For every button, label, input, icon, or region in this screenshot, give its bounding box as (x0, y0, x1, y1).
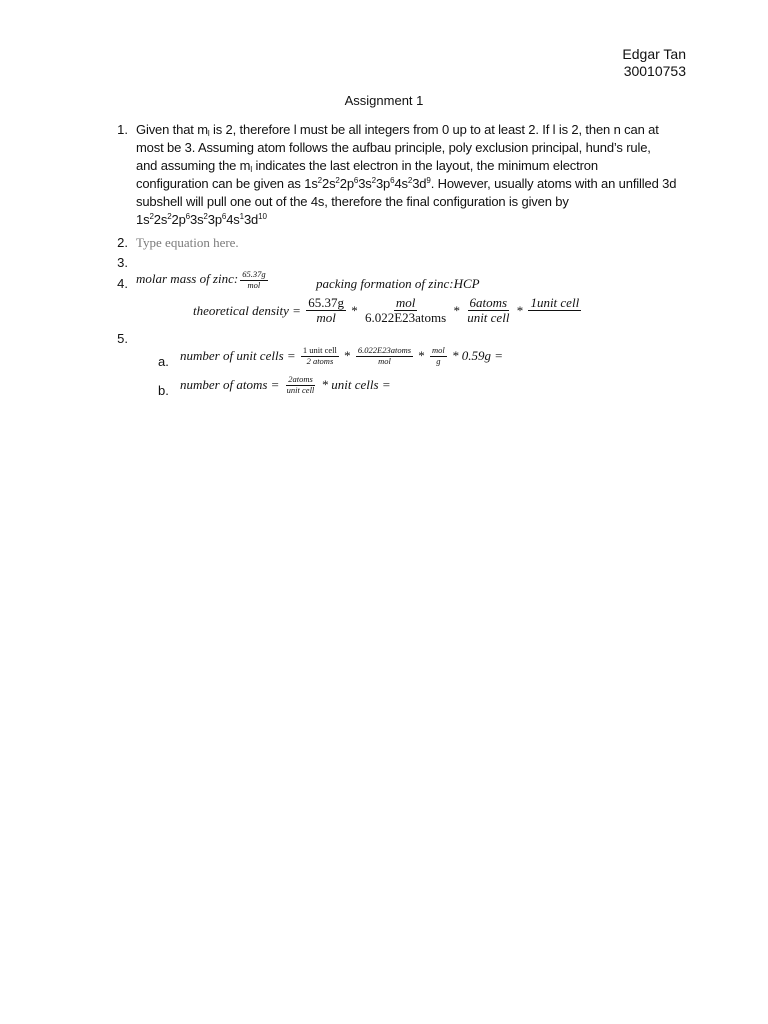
atoms-equation: number of atoms = $\frac{\text{2atoms}}{\text{unit cell}}$ * unit cells = (180, 374, 391, 395)
density-fraction-3: $\frac{\text{6atoms}}{\text{unit cell}}$ (467, 295, 510, 326)
question-1-text: Given that $m_l$ is 2, therefore l must be all integers from 0 up to at least 2. If l is 2, then n can at most be 3. Assuming atom follows the aufbau principle, poly exclusion principal, hund’s rule, and assuming the $m_l$ indicates the last electron in the layout, the minimum electron configuration can be given as $1s^22s^22p^63s^23p^64s^23d^9$. However, usually atoms with an unfilled 3d subshell will pull one out of the 4s, therefore the final configuration is given by $1s^22s^22p^63s^23p^64s^13d^{10}$ (136, 121, 696, 229)
question-number: 4. (117, 276, 128, 291)
student-id: 30010753 (623, 63, 686, 79)
molar-mass-fraction: $\frac{65.37g}{\text{mol}}$ (242, 269, 266, 290)
author-header (622, 46, 686, 80)
density-fraction-4: 1unit cell (530, 295, 580, 310)
density-fraction-2: $\frac{\text{mol}}{\text{6.022E23atoms}}$ (364, 295, 447, 326)
electron-config-initial: $1s^22s^22p^63s^23p^64s^23d^9$ (304, 176, 431, 191)
question-number: 5. (117, 331, 128, 346)
question-number: 1. (117, 122, 128, 137)
atoms-fraction: $\frac{\text{2atoms}}{\text{unit cell}}$ (286, 374, 315, 395)
sub-label: a. (158, 354, 169, 369)
question-number: 3. (117, 255, 128, 270)
sub-label: b. (158, 383, 169, 398)
density-fraction-1: $\frac{65.37g}{\text{mol}}$ (308, 295, 344, 326)
equation-placeholder[interactable]: Type equation here. (136, 235, 239, 250)
question-number: 2. (117, 235, 128, 250)
theoretical-density-equation: theoretical density = $\frac{65.37g}{\text{mol}}$ * $\frac{\text{mol}}{\text{6.022E23atoms}}$ * $\frac{\text{6atoms}}{\text{unit cell}}$ * 1unit cell (193, 295, 580, 326)
author-name: Edgar Tan (622, 46, 686, 62)
packing-formation-line: packing formation of zinc:HCP (316, 276, 480, 291)
electron-config-final: $1s^22s^22p^63s^23p^64s^13d^{10}$ (136, 212, 267, 227)
molar-mass-line: molar mass of zinc: $\frac{65.37g}{\text{mol}}$ (136, 269, 266, 290)
page-title: Assignment 1 (344, 93, 424, 108)
unit-cells-fraction-2: $\frac{\text{6.022E23atoms}}{\text{mol}}$ (357, 345, 412, 366)
unit-cells-fraction-1: $\frac{\text{1 unit cell}}{\text{2 atoms}}$ (302, 345, 337, 366)
unit-cells-fraction-3: $\frac{\text{mol}}{g}$ (432, 345, 445, 366)
unit-cells-equation: number of unit cells = $\frac{\text{1 unit cell}}{\text{2 atoms}}$ * $\frac{\text{6.022E23atoms}}{\text{mol}}$ * $\frac{\text{mol}}{g}$ * 0.59g = (180, 345, 504, 366)
